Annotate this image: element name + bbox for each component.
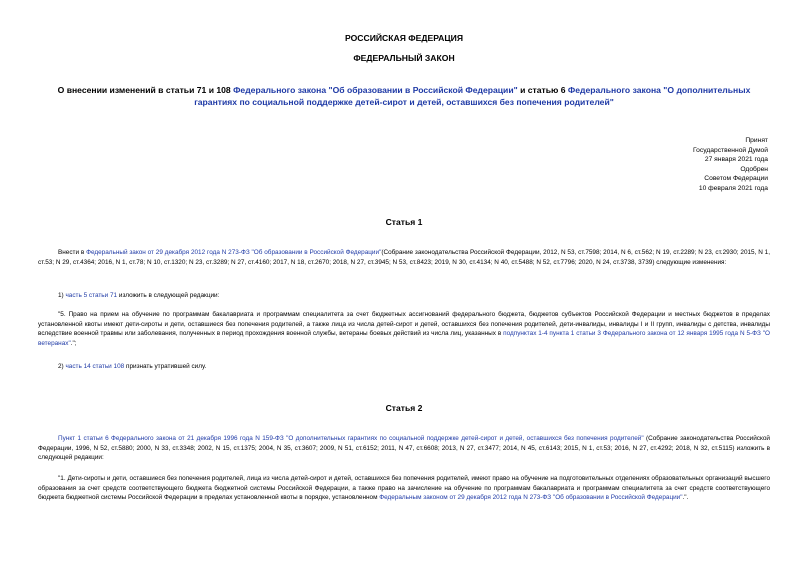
item-2-link[interactable]: часть 14 статьи 108	[65, 363, 125, 370]
title-text-2: и статью 6	[517, 85, 568, 95]
adopted-line-6: 10 февраля 2021 года	[698, 184, 768, 192]
country-heading: РОССИЙСКАЯ ФЕДЕРАЦИЯ	[344, 33, 464, 43]
quote-1-text: "5. Право на прием на обучение по программам бакалавриата и программам специалитета за счет бюджетных ассигнований федерального бюджета, бюджетов субъектов Российской Федерации и местных бюджетов в пределах установленной квоты имеют дети-сироты и дети, оставшиеся без попечения родителей, а также лица из числа детей-сирот и детей, оставшихся без попечения родителей, дети-инвалиды, инвалиды I и II групп, инвалиды с детства, инвалиды вследствие военной травмы или заболевания, полученных в период прохождения военной службы, ветераны боевых действий из числа лиц, указанных в	[38, 311, 770, 338]
quote-2-link-education-law[interactable]: Федеральным законом от 29 декабря 2012 года N 273-ФЗ "Об образовании в Российской Федерации"	[379, 494, 683, 502]
article-1-item-1	[38, 291, 770, 301]
article-1-item-2	[38, 362, 770, 372]
title-text-1: О внесении изменений в статьи 71 и 108	[57, 85, 234, 95]
item-1-number: 1)	[58, 292, 66, 299]
article-1-quote	[38, 310, 770, 348]
item-1-link[interactable]: часть 5 статьи 71	[65, 292, 118, 299]
title-link-education-law[interactable]: Федерального закона "Об образовании в Российской Федерации"	[233, 85, 518, 95]
quote-2-end: .".	[682, 494, 689, 502]
article-2-intro-post: (Собрание законодательства Российской Федерации, 1996, N 52, ст.5880; 2000, N 33, ст.3348; 2002, N 15, ст.1375; 2004, N 35, ст.3607; 2009, N 51, ст.6152; 2011, N 47, ст.6608; 2013, N 27, ст.3477; 2014, N 45, ст.6143; 2015, N 1, ст.53; 2016, N 27, ст.4292; 2018, N 32, ст.5115) изложить в следующей редакции:	[38, 435, 770, 462]
article-1-intro-post: (Собрание законодательства Российской Федерации, 2012, N 53, ст.7598; 2014, N 6, ст.562; N 19, ст.2289; N 23, ст.2930; 2015, N 1, ст.53; N 29, ст.4364; 2016, N 1, ст.78; N 10, ст.1320; N 23, ст.3289; N 27, ст.4160; 2017, N 18, ст.2670; 2018, N 27, ст.3945; N 53, ст.8423; 2019, N 30, ст.4134; N 40, ст.5488; N 52, ст.7796; 2020, N 24, ст.3738, 3739) следующие изменения:	[38, 249, 771, 266]
article-1-intro	[38, 248, 770, 267]
quote-1-end: .";	[70, 339, 77, 347]
title-link-orphans-law[interactable]: Федерального закона "О дополнительных гарантиях по социальной поддержке детей-сирот и детей, оставшихся без попечения родителей"	[194, 85, 751, 107]
law-type-heading: ФЕДЕРАЛЬНЫЙ ЗАКОН	[353, 53, 455, 63]
quote-2-text: "1. Дети-сироты и дети, оставшиеся без попечения родителей, лица из числа детей-сирот и детей, оставшихся без попечения родителей, имеют право на обучение на подготовительных отделениях образовательных организаций высшего образования за счет средств соответствующего бюджета бюджетной системы Российской Федерации, а также право на зачисление на обучение по программам бакалавриата и программам специалитета за счет средств соответствующего бюджета бюджетной системы Российской Федерации в пределах установленной квоты в порядке, установленном	[38, 475, 770, 502]
article-2-heading: Статья 2	[385, 403, 423, 413]
article-2-intro-link[interactable]: Пункт 1 статьи 6 Федерального закона от 21 декабря 1996 года N 159-ФЗ "О дополнительных гарантиях по социальной поддержке детей-сирот и детей, оставшихся без попечения родителей"	[58, 435, 644, 442]
article-1-heading: Статья 1	[385, 217, 423, 227]
adopted-line-3: 27 января 2021 года	[704, 156, 768, 164]
adopted-line-5: Советом Федерации	[704, 175, 768, 183]
adopted-line-1: Принят	[745, 137, 768, 144]
adoption-block	[693, 136, 768, 194]
adopted-line-2: Государственной Думой	[693, 146, 768, 154]
article-1-intro-link[interactable]: Федеральный закон от 29 декабря 2012 года N 273-ФЗ "Об образовании в Российской Федерации"	[86, 249, 382, 256]
item-1-text: изложить в следующей редакции:	[117, 292, 220, 299]
article-1-intro-pre: Внести в	[58, 249, 87, 256]
item-2-text: признать утратившей силу.	[124, 363, 207, 370]
article-2-quote	[38, 474, 770, 503]
quote-1-link-veterans-law[interactable]: подпунктах 1-4 пункта 1 статьи 3 Федерального закона от 12 января 1995 года N 5-ФЗ "О ветеранах"	[38, 330, 770, 347]
adopted-line-4: Одобрен	[740, 165, 768, 173]
item-2-number: 2)	[58, 363, 66, 370]
article-2-intro	[38, 434, 770, 463]
law-title	[38, 84, 770, 108]
